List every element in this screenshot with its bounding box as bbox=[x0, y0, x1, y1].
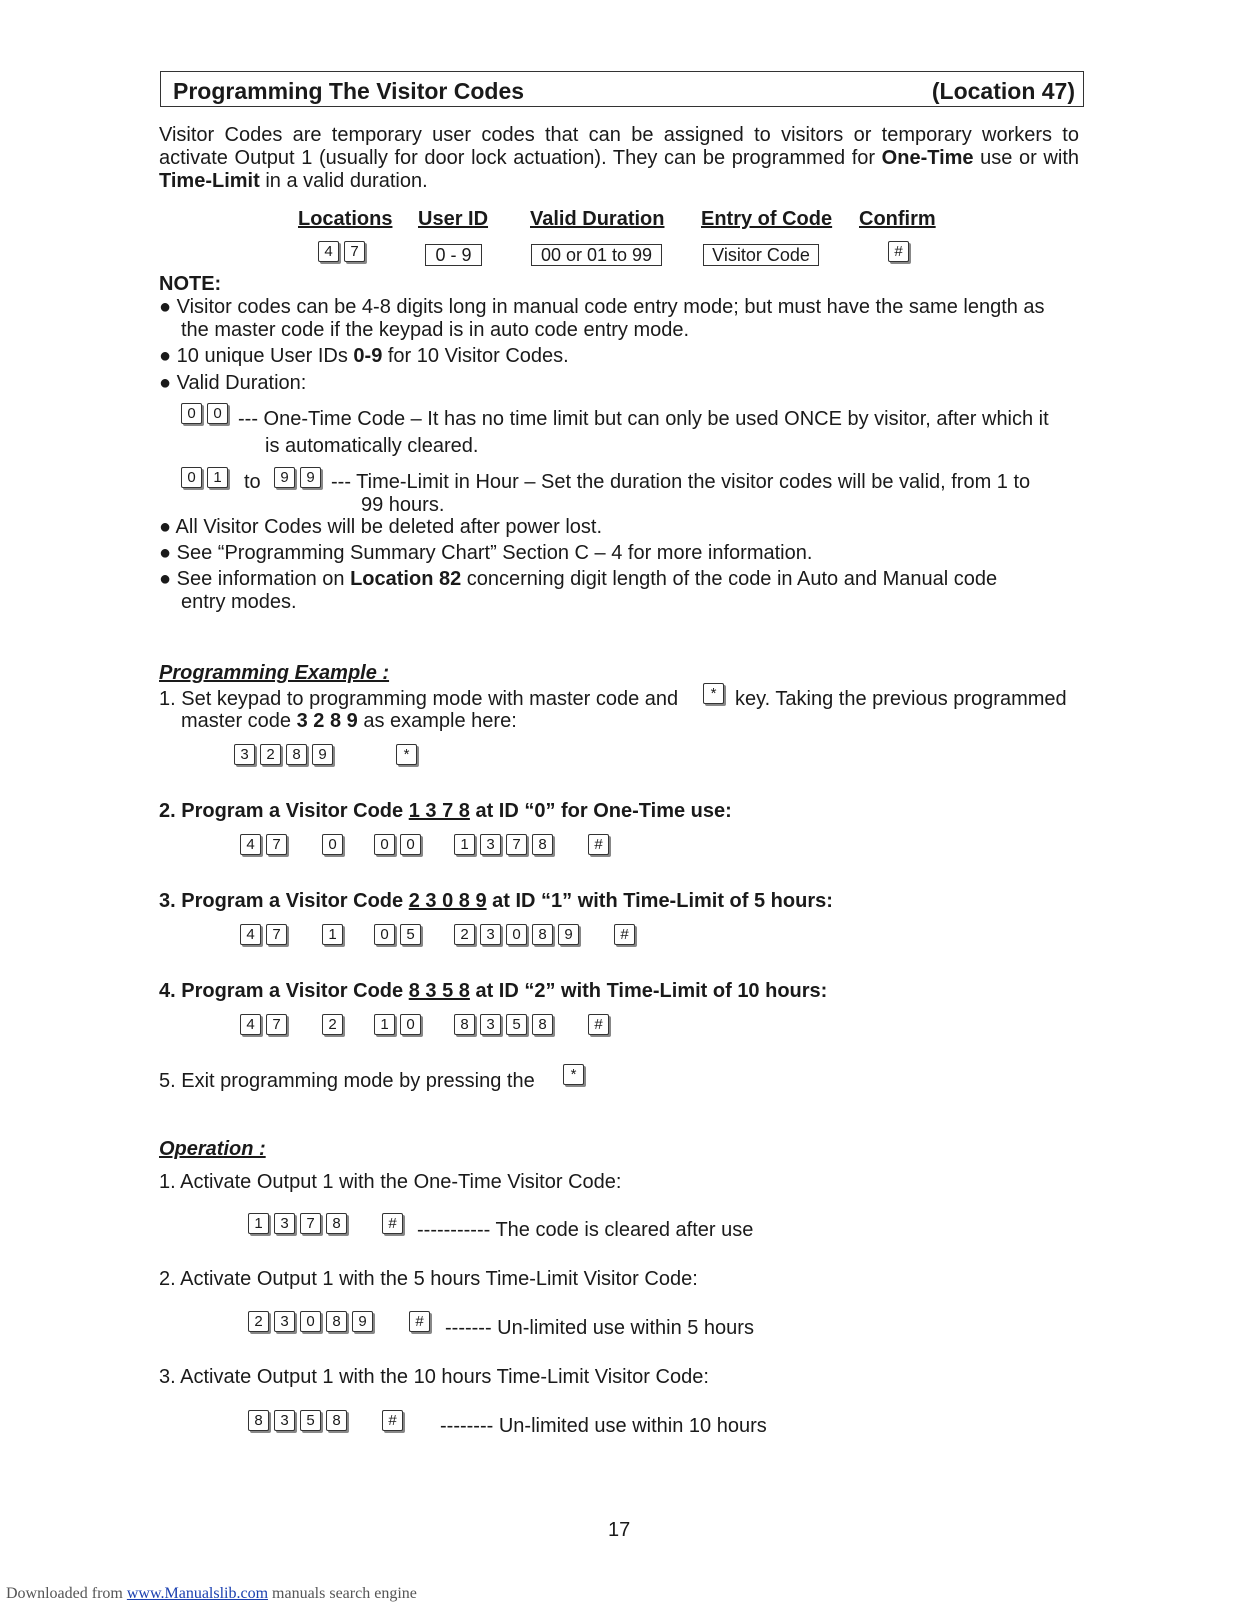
note-bullet-3: ● Valid Duration: bbox=[159, 372, 307, 394]
section-location: (Location 47) bbox=[931, 78, 1075, 104]
key: 9 bbox=[558, 924, 579, 945]
star-key: * bbox=[703, 683, 724, 704]
note-label: NOTE: bbox=[159, 273, 222, 295]
key: 2 bbox=[260, 744, 281, 765]
location-keys bbox=[318, 241, 370, 262]
hash-key: # bbox=[382, 1213, 403, 1234]
hash-key: # bbox=[409, 1311, 430, 1332]
col-header-valid-duration: Valid Duration bbox=[530, 208, 665, 230]
intro-bold-time-limit: Time-Limit bbox=[159, 170, 260, 192]
note-bullet-4: ● All Visitor Codes will be deleted after power lost. bbox=[159, 516, 603, 538]
op-step-2: 2. Activate Output 1 with the 5 hours Time-Limit Visitor Code: bbox=[159, 1268, 698, 1290]
col-header-locations: Locations bbox=[298, 208, 393, 230]
footer-pre: Downloaded from bbox=[6, 1585, 127, 1602]
user-id-range: 0 - 9 bbox=[425, 244, 482, 266]
key: 0 bbox=[400, 834, 421, 855]
op-1-confirm-key bbox=[382, 1213, 408, 1234]
hash-key: # bbox=[588, 1014, 609, 1035]
step-3-code-keys bbox=[454, 924, 584, 945]
entry-of-code-value: Visitor Code bbox=[703, 244, 819, 266]
key: 1 bbox=[322, 924, 343, 945]
step-4-code-keys bbox=[454, 1014, 558, 1035]
note-bullet-5: ● See “Programming Summary Chart” Section C – 4 for more information. bbox=[159, 542, 813, 564]
col-header-confirm: Confirm bbox=[859, 208, 936, 230]
key: 7 bbox=[266, 1014, 287, 1035]
key: 8 bbox=[326, 1213, 347, 1234]
key: 1 bbox=[248, 1213, 269, 1234]
page-number: 17 bbox=[608, 1519, 631, 1541]
footer-post: manuals search engine bbox=[268, 1585, 417, 1602]
key: 1 bbox=[454, 834, 475, 855]
step-2-confirm-key bbox=[588, 834, 614, 855]
hash-key: # bbox=[888, 241, 909, 262]
op-1-code-keys bbox=[248, 1213, 352, 1234]
key: 0 bbox=[506, 924, 527, 945]
step-4-id-key bbox=[322, 1014, 348, 1035]
key: 2 bbox=[248, 1311, 269, 1332]
prog-step-1-cont: key. Taking the previous programmed bbox=[735, 688, 1067, 710]
prog-step-2: 2. Program a Visitor Code 1 3 7 8 at ID “0” for One-Time use: bbox=[159, 800, 732, 822]
key: 8 bbox=[532, 1014, 553, 1035]
prog-step-5: 5. Exit programming mode by pressing the bbox=[159, 1070, 535, 1092]
key: 0 bbox=[181, 467, 202, 488]
prog-step-5-star-key bbox=[563, 1064, 589, 1085]
duration-99-keys bbox=[274, 467, 326, 488]
key: 3 bbox=[274, 1311, 295, 1332]
key: 1 bbox=[207, 467, 228, 488]
section-title: Programming The Visitor Codes bbox=[173, 78, 525, 104]
operation-title: Operation : bbox=[159, 1138, 266, 1160]
note-bullet-1: ● Visitor codes can be 4-8 digits long in manual code entry mode; but must have the same length as bbox=[159, 296, 1045, 318]
key: 2 bbox=[322, 1014, 343, 1035]
key: 0 bbox=[374, 924, 395, 945]
duration-one-time-desc-cont: is automatically cleared. bbox=[265, 435, 479, 457]
note-bullet-1-cont: the master code if the keypad is in auto code entry mode. bbox=[181, 319, 690, 341]
intro-text-1: Visitor Codes are temporary user codes that can be assigned to visitors or temporary workers to activate Output 1 (usually for door lock actuation). They can be programmed for bbox=[159, 124, 1079, 169]
key: 8 bbox=[454, 1014, 475, 1035]
key: 3 bbox=[234, 744, 255, 765]
key: 8 bbox=[532, 834, 553, 855]
download-footer bbox=[6, 1585, 417, 1603]
key: 3 bbox=[480, 1014, 501, 1035]
op-3-code-keys bbox=[248, 1410, 352, 1431]
key: 0 bbox=[181, 403, 202, 424]
duration-01-keys bbox=[181, 467, 233, 488]
key: 0 bbox=[322, 834, 343, 855]
key: 7 bbox=[300, 1213, 321, 1234]
key: 8 bbox=[326, 1410, 347, 1431]
prog-step-4: 4. Program a Visitor Code 8 3 5 8 at ID “2” with Time-Limit of 10 hours: bbox=[159, 980, 828, 1002]
op-1-note: ----------- The code is cleared after use bbox=[417, 1219, 754, 1241]
key: 7 bbox=[506, 834, 527, 855]
step-3-confirm-key bbox=[614, 924, 640, 945]
valid-duration-range: 00 or 01 to 99 bbox=[531, 244, 662, 266]
confirm-key bbox=[888, 241, 914, 262]
duration-00-keys bbox=[181, 403, 233, 424]
prog-step-1-line2: master code 3 2 8 9 as example here: bbox=[181, 710, 517, 732]
hash-key: # bbox=[614, 924, 635, 945]
op-step-3: 3. Activate Output 1 with the 10 hours Time-Limit Visitor Code: bbox=[159, 1366, 709, 1388]
op-3-note: -------- Un-limited use within 10 hours bbox=[440, 1415, 767, 1437]
key: 8 bbox=[286, 744, 307, 765]
key: 8 bbox=[532, 924, 553, 945]
col-header-user-id: User ID bbox=[418, 208, 489, 230]
key: 5 bbox=[400, 924, 421, 945]
duration-one-time-desc: --- One-Time Code – It has no time limit but can only be used ONCE by visitor, after which it bbox=[238, 408, 1049, 430]
programming-example-title: Programming Example : bbox=[159, 662, 390, 684]
key: 0 bbox=[400, 1014, 421, 1035]
note-bullet-2: ● 10 unique User IDs 0-9 for 10 Visitor Codes. bbox=[159, 345, 569, 367]
star-key: * bbox=[396, 744, 417, 765]
key: 4 bbox=[318, 241, 339, 262]
intro-text-3: in a valid duration. bbox=[259, 170, 428, 192]
section-header bbox=[160, 71, 1084, 107]
key: 4 bbox=[240, 834, 261, 855]
note-bullet-6: ● See information on Location 82 concerning digit length of the code in Auto and Manual code bbox=[159, 568, 998, 590]
prog-step-1-star-key bbox=[703, 683, 729, 704]
key: 0 bbox=[374, 834, 395, 855]
master-code-star-key bbox=[396, 744, 422, 765]
key: 9 bbox=[274, 467, 295, 488]
step-4-location-keys bbox=[240, 1014, 292, 1035]
key: 0 bbox=[300, 1311, 321, 1332]
prog-step-1: 1. Set keypad to programming mode with master code and bbox=[159, 688, 679, 710]
key: 9 bbox=[312, 744, 333, 765]
key: 2 bbox=[454, 924, 475, 945]
key: 1 bbox=[374, 1014, 395, 1035]
op-3-confirm-key bbox=[382, 1410, 408, 1431]
key: 0 bbox=[207, 403, 228, 424]
step-4-duration-keys bbox=[374, 1014, 426, 1035]
step-2-id-key bbox=[322, 834, 348, 855]
key: 8 bbox=[248, 1410, 269, 1431]
col-header-entry-of-code: Entry of Code bbox=[701, 208, 833, 230]
duration-to-text: to bbox=[244, 471, 261, 493]
step-2-duration-keys bbox=[374, 834, 426, 855]
step-2-code-keys bbox=[454, 834, 558, 855]
intro-bold-one-time: One-Time bbox=[881, 147, 974, 169]
key: 8 bbox=[326, 1311, 347, 1332]
op-step-1: 1. Activate Output 1 with the One-Time Visitor Code: bbox=[159, 1171, 622, 1193]
hash-key: # bbox=[588, 834, 609, 855]
key: 3 bbox=[480, 924, 501, 945]
star-key: * bbox=[563, 1064, 584, 1085]
master-code-keys bbox=[234, 744, 338, 765]
step-3-id-key bbox=[322, 924, 348, 945]
op-2-note: ------- Un-limited use within 5 hours bbox=[445, 1317, 754, 1339]
step-3-location-keys bbox=[240, 924, 292, 945]
key: 3 bbox=[274, 1410, 295, 1431]
manualslib-link[interactable]: www.Manualslib.com bbox=[126, 1585, 269, 1602]
step-2-location-keys bbox=[240, 834, 292, 855]
key: 4 bbox=[240, 924, 261, 945]
duration-time-limit-desc: --- Time-Limit in Hour – Set the duration the visitor codes will be valid, from 1 to bbox=[331, 471, 1031, 493]
duration-time-limit-desc-cont: 99 hours. bbox=[361, 494, 445, 516]
key: 3 bbox=[480, 834, 501, 855]
key: 5 bbox=[506, 1014, 527, 1035]
hash-key: # bbox=[382, 1410, 403, 1431]
intro-text-2: use or with bbox=[973, 147, 1079, 169]
key: 9 bbox=[352, 1311, 373, 1332]
key: 5 bbox=[300, 1410, 321, 1431]
step-3-duration-keys bbox=[374, 924, 426, 945]
op-2-confirm-key bbox=[409, 1311, 435, 1332]
prog-step-3: 3. Program a Visitor Code 2 3 0 8 9 at ID “1” with Time-Limit of 5 hours: bbox=[159, 890, 833, 912]
key: 4 bbox=[240, 1014, 261, 1035]
op-2-code-keys bbox=[248, 1311, 378, 1332]
note-bullet-6-cont: entry modes. bbox=[181, 591, 297, 613]
key: 7 bbox=[266, 834, 287, 855]
key: 7 bbox=[344, 241, 365, 262]
key: 9 bbox=[300, 467, 321, 488]
step-4-confirm-key bbox=[588, 1014, 614, 1035]
intro-paragraph bbox=[159, 124, 1079, 193]
key: 7 bbox=[266, 924, 287, 945]
key: 3 bbox=[274, 1213, 295, 1234]
